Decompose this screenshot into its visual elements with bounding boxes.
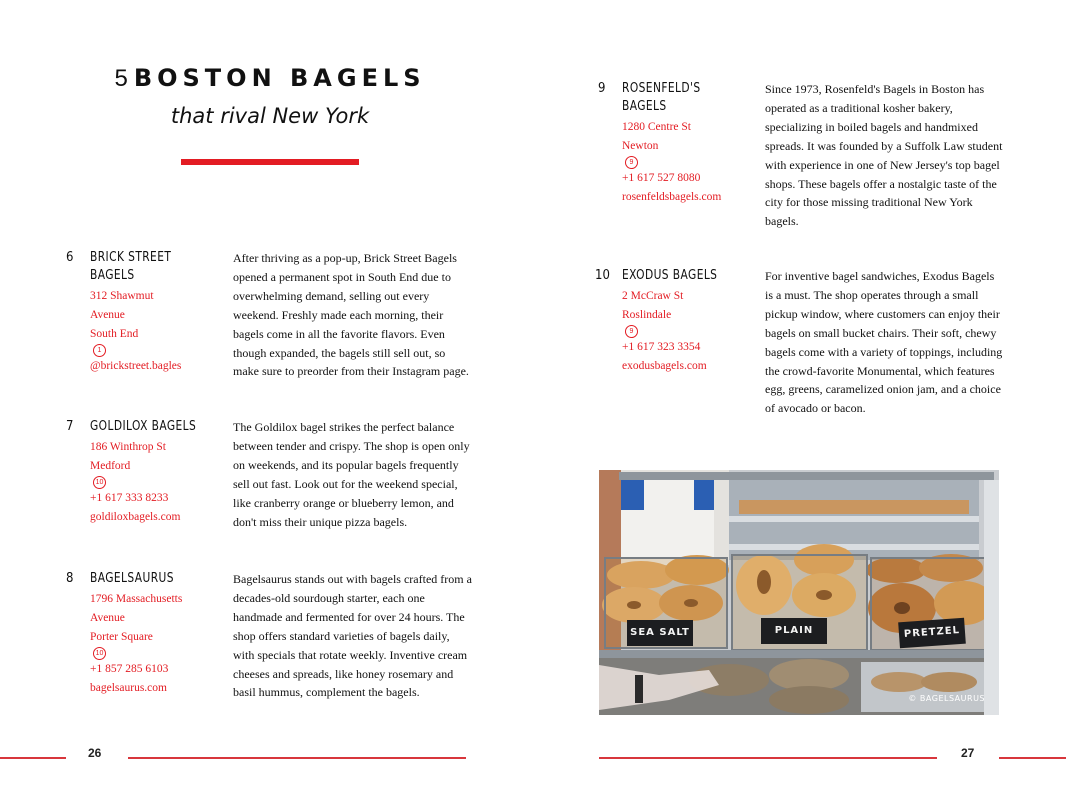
page-subtitle: that rival New York (170, 104, 370, 128)
shop-description: Bagelsaurus stands out with bagels crafted from a decades-old sourdough starter, each one handmade and fermented for over 24 hours. The shop offers standard varieties of bagels daily, with specials that rotate weekly. Inventive cream cheeses and spreads, like honey rosemary and basil hummus, complement the bagels. (233, 572, 472, 700)
shop-website-link[interactable]: goldiloxbagels.com (90, 511, 181, 523)
address-line: Avenue (90, 309, 125, 321)
shop-name-line: BAGELS (90, 268, 135, 283)
address-line: Avenue (90, 612, 125, 624)
shop-name (90, 249, 188, 285)
footer-rule (599, 757, 937, 759)
shop-info (622, 118, 742, 207)
entry-number: 7 (66, 419, 74, 434)
neighborhood: South End 1 (90, 325, 210, 357)
shop-name-line: BAGELSAURUS (90, 571, 174, 586)
shop-info (90, 287, 210, 376)
entry-number: 8 (66, 571, 74, 586)
address-line: 1796 Massachusetts (90, 593, 183, 605)
address-line: 186 Winthrop St (90, 441, 166, 453)
shop-website-link[interactable]: bagelsaurus.com (90, 682, 167, 694)
route-badge-icon: 10 (93, 476, 106, 489)
shop-name (90, 570, 188, 588)
page-number: 27 (961, 746, 975, 760)
shop-website-link[interactable]: exodusbagels.com (622, 360, 707, 372)
title-number: 5 (114, 65, 128, 92)
shop-phone: +1 617 333 8233 (90, 492, 169, 504)
title-divider (181, 159, 359, 165)
entry-number: 6 (66, 250, 74, 265)
page-title (100, 62, 440, 95)
shop-description: Since 1973, Rosenfeld's Bagels in Boston has operated as a traditional kosher bakery, specializing in boiled bagels and handmixed spreads. It was founded by a Suffolk Law student with experience in one of New Jersey's top bagel shops. These bagels offer a nostalgic taste of the city for those missing traditional New York bagels. (765, 82, 1003, 229)
shop-name (622, 267, 720, 285)
bagel-display-photo (599, 470, 999, 715)
shop-website-link[interactable]: @brickstreet.bagles (90, 360, 182, 372)
shop-phone: +1 617 323 3354 (622, 341, 701, 353)
pretzel-label: PRETZEL (903, 625, 961, 640)
entry-number: 9 (598, 81, 606, 96)
shop-name-line: BRICK STREET (90, 250, 172, 265)
shop-phone: +1 617 527 8080 (622, 172, 701, 184)
shop-website-link[interactable]: rosenfeldsbagels.com (622, 191, 722, 203)
neighborhood: Roslindale 9 (622, 306, 742, 338)
footer-rule (999, 757, 1066, 759)
shop-phone: +1 857 285 6103 (90, 663, 169, 675)
route-badge-icon: 1 (93, 344, 106, 357)
route-badge-icon: 9 (625, 156, 638, 169)
photo-credit: © BAGELSAURUS (908, 694, 985, 703)
route-badge-icon: 9 (625, 325, 638, 338)
page-number: 26 (88, 746, 102, 760)
sea-salt-label: SEA SALT (630, 627, 690, 638)
neighborhood: Porter Square 10 (90, 628, 210, 660)
shop-description: After thriving as a pop-up, Brick Street Bagels opened a permanent spot in South End due to overwhelming demand, selling out every weekend. Freshly made each morning, their bagels come in all the favorite flavors. Even though expanded, the bagels still sell out, so make sure to preorder from their Instagram page. (233, 251, 469, 379)
shop-name (622, 80, 720, 116)
address-line: 2 McCraw St (622, 290, 684, 302)
shop-name-line: ROSENFELD'S (622, 81, 701, 96)
neighborhood: Newton 9 (622, 137, 742, 169)
shop-description: The Goldilox bagel strikes the perfect balance between tender and crispy. The shop is open only on weekends, and its popular bagels frequently sell out fast. Look out for the weekend special, like cranberry orange or blueberry lemon, and don't miss their unique pizza bagels. (233, 420, 470, 529)
entry-number: 10 (595, 268, 610, 283)
title-text: BOSTON BAGELS (133, 64, 426, 92)
shop-name-line: EXODUS BAGELS (622, 268, 718, 283)
shop-name-line: BAGELS (622, 99, 667, 114)
shop-info (90, 438, 210, 527)
shop-info (90, 590, 210, 698)
footer-rule (0, 757, 66, 759)
route-badge-icon: 10 (93, 647, 106, 660)
shop-name (90, 418, 197, 436)
right-page (533, 0, 1066, 800)
shop-info (622, 287, 742, 376)
plain-label: PLAIN (774, 625, 814, 636)
address-line: 1280 Centre St (622, 121, 691, 133)
address-line: 312 Shawmut (90, 290, 154, 302)
shop-name-line: GOLDILOX BAGELS (90, 419, 197, 434)
shop-description: For inventive bagel sandwiches, Exodus Bagels is a must. The shop operates through a small pickup window, where customers can enjoy their bagels on small bucket chairs. Their soft, chewy bagels come with a variety of toppings, including the crowd-favorite Monumental, which features egg, greens, caramelized onion jam, and a choice of avocado or bacon. (765, 269, 1003, 416)
footer-rule (128, 757, 466, 759)
bagel-shelf-illustration (599, 470, 999, 715)
neighborhood: Medford 10 (90, 457, 210, 489)
title-block (100, 62, 440, 165)
